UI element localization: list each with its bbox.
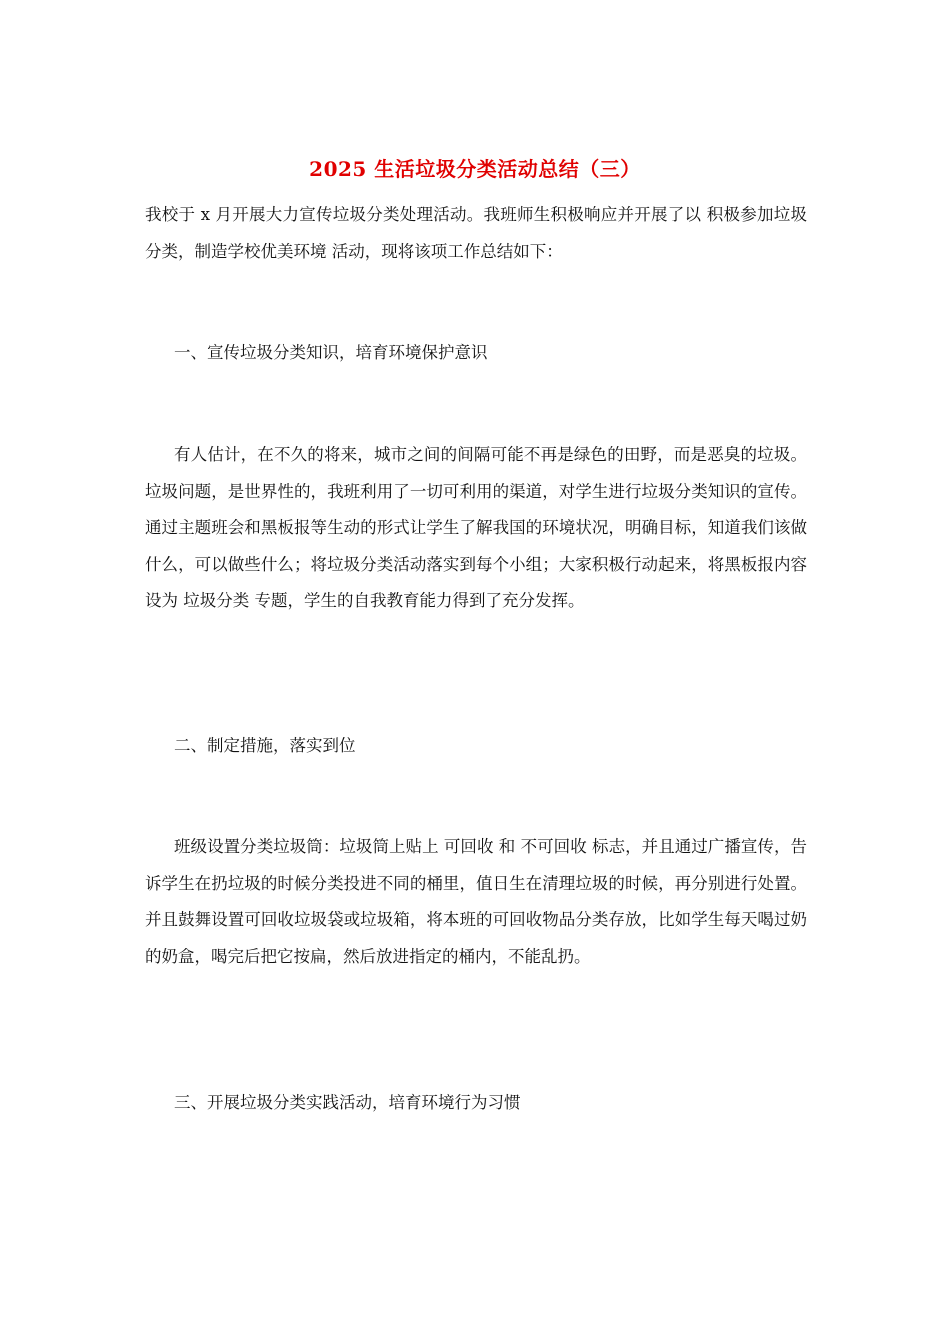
intro-paragraph: 我校于 x 月开展大力宣传垃圾分类处理活动。我班师生积极响应并开展了以 积极参加垃圾分类，制造学校优美环境 活动，现将该项工作总结如下： [145, 205, 807, 261]
section-body-1: 有人估计，在不久的将来，城市之间的间隔可能不再是绿色的田野，而是恶臭的垃圾。垃圾问题，是世界性的，我班利用了一切可利用的渠道，对学生进行垃圾分类知识的宣传。通过主题班会和黑板报等生动的形式让学生了解我国的环境状况，明确目标，知道我们该做什么，可以做些什么；将垃圾分类活动落实到每个小组；大家积极行动起来，将黑板报内容设为 垃圾分类 专题，学生的自我教育能力得到了充分发挥。 [145, 445, 807, 610]
section-heading-2: 二、制定措施，落实到位 [174, 736, 356, 755]
section-body-2: 班级设置分类垃圾筒：垃圾筒上贴上 可回收 和 不可回收 标志，并且通过广播宣传，告诉学生在扔垃圾的时候分类投进不同的桶里，值日生在清理垃圾的时候，再分别进行处置。并且鼓舞设置可回收垃圾袋或垃圾箱，将本班的可回收物品分类存放，比如学生每天喝过奶的奶盒，喝完后把它按扁，然后放进指定的桶内，不能乱扔。 [145, 837, 807, 966]
section-heading-3: 三、开展垃圾分类实践活动，培育环境行为习惯 [174, 1093, 521, 1112]
section-heading-1: 一、宣传垃圾分类知识，培育环境保护意识 [174, 343, 488, 362]
document-title: 2025 生活垃圾分类活动总结（三） [309, 157, 641, 181]
